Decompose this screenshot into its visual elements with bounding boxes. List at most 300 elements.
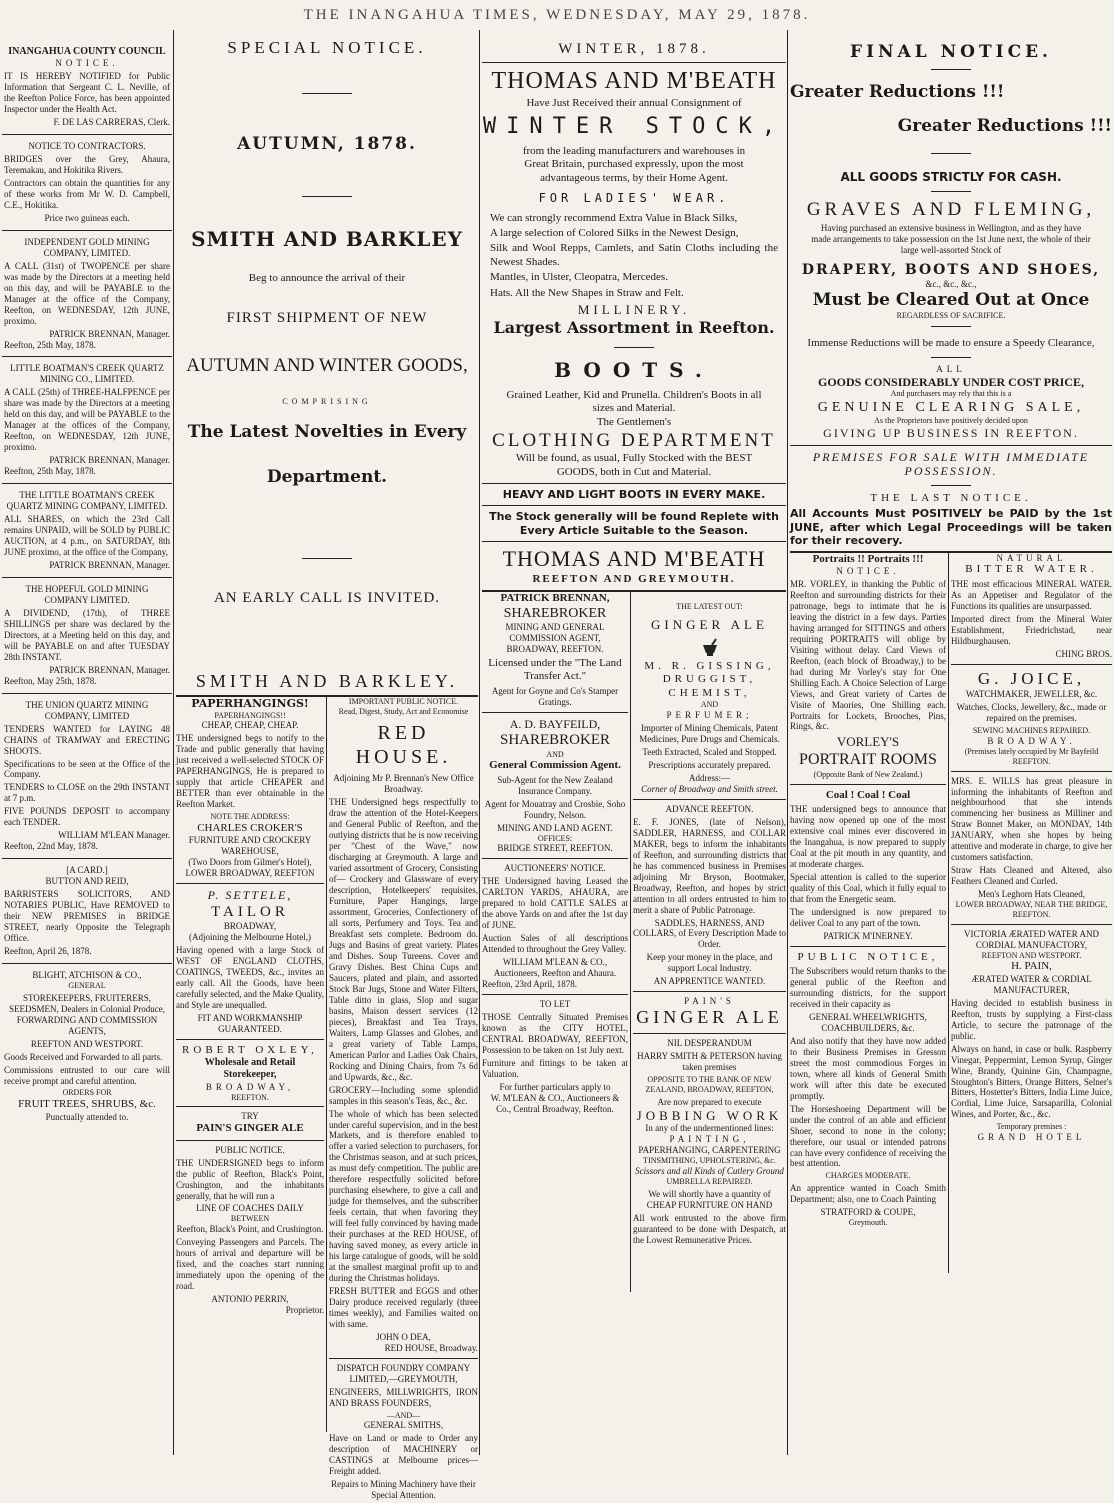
divider xyxy=(176,1106,324,1107)
from: from the leading manufacturers and warehouses in Great Britain, purchased expressly, upon the most advantageous terms, by their Home Agent. xyxy=(522,144,746,184)
hopeful-date: Reefton, May 25th, 1878. xyxy=(4,675,97,686)
settle-body: Having opened with a large Stock of WEST OF ENGLAND CLOTHS, COATINGS, TWEEDS, &c., invites an early call. All the Goods, have been carefully selected, and the Make Quality, and Style are unequalled. xyxy=(176,945,324,1010)
prepared: Are now prepared to execute xyxy=(657,1096,762,1107)
immense: Immense Reductions will be made to ensure a Speedy Clearance, xyxy=(807,337,1095,350)
decided: As the Proprietors have positively decided upon xyxy=(874,416,1028,426)
boatman-title: LITTLE BOATMAN'S CREEK QUARTZ MINING CO., LIMITED. xyxy=(10,363,164,385)
divider xyxy=(951,771,1112,772)
autumn-heading: AUTUMN, 1878. xyxy=(237,133,417,154)
autumn-winter-goods: AUTUMN AND WINTER GOODS, xyxy=(186,354,468,376)
perfumer: PERFUMER; xyxy=(666,710,753,721)
card-body: BARRISTERS SOLICITORS, AND NOTARIES PUBLIC, Have REMOVED to their NEW PREMISES in BRIDGE STREET, nearly Opposite the Telegraph Office. xyxy=(4,889,170,944)
independent-date: Reefton, 25th May, 1878. xyxy=(4,339,96,350)
opposite: OPPOSITE TO THE BANK OF NEW ZEALAND, BROADWAY, REEFTON, xyxy=(645,1075,774,1094)
portrait-rooms: PORTRAIT ROOMS xyxy=(799,751,937,769)
card-date: Reefton, April 26, 1878. xyxy=(4,946,92,957)
divider xyxy=(931,191,971,192)
divider xyxy=(302,558,352,559)
divider xyxy=(633,991,786,992)
union-close: TENDERS to CLOSE on the 29th INSTANT at 7 p.m. xyxy=(4,782,170,804)
settle-name: P. SETTELE, xyxy=(207,888,293,903)
union-spec: Specifications to be seen at the Office of the Company. xyxy=(4,758,170,780)
hopeful-body: A DIVIDEND, (17th), of THREE SHILLINGS per share was declared by the Directors, at a Meeting held on this day, and will be PAYABLE on and after TUESDAY 28th INSTANT. xyxy=(4,607,170,662)
keep: Keep your money in the place, and support Local Industry. xyxy=(646,952,773,974)
hopeful-notice xyxy=(2,582,172,689)
latest-novelties: The Latest Novelties in Every xyxy=(187,422,467,443)
divider xyxy=(2,963,172,964)
replete: The Stock generally will be found Replete with Every Article Suitable to the Season. xyxy=(489,510,779,537)
grained: Grained Leather, Kid and Prunella. Children's Boots in all sizes and Material. xyxy=(506,388,762,415)
divider xyxy=(2,858,172,859)
column-3 xyxy=(482,30,786,1455)
contractors-price: Price two guineas each. xyxy=(44,212,130,223)
coal-special: Special attention is called to the superior quality of this Coal, which it fully equal to that from the Energetic seam. xyxy=(790,871,946,904)
horseshoe: The Horseshoeing Department will be under the control of an able and efficient Shoer, second to none in the colony; therefore, our usual or intended patrons can have every confidence of receiving the best attention. xyxy=(790,1103,946,1169)
contractors-title: NOTICE TO CONTRACTORS. xyxy=(28,141,146,151)
coal-deliver: The undersigned is now prepared to deliver Coal to any part of the town. xyxy=(790,906,946,928)
divider xyxy=(482,712,628,713)
blight-orders: ORDERS FOR xyxy=(62,1088,112,1098)
pub-body2: And also notify that they have now added to their Business Premises in Gresson street the most commodious Forges in town, where all kinds of General Smith work will after this date be executed promptly. xyxy=(790,1035,946,1101)
gissing: M. R. GISSING, xyxy=(644,660,775,673)
column-4 xyxy=(790,30,1112,1455)
repps: Silk and Wool Repps, Camlets, and Satin Cloths including the Newest Shades. xyxy=(490,242,778,268)
between: BETWEEN xyxy=(230,1214,270,1224)
watches: Watches, Clocks, Jewellery, &c., made or repaired on the premises. xyxy=(956,702,1107,724)
joice: G. JOICE, xyxy=(977,668,1086,688)
regardless: REGARDLESS OF SACRIFICE. xyxy=(896,310,1006,320)
imp-read: Read, Digest, Study, Act and Economise xyxy=(338,706,469,716)
greymouth: Greymouth. xyxy=(848,1218,888,1228)
pains-ginger-ale: PAIN'S GINGER ALE xyxy=(196,1122,304,1135)
mcinerney: PATRICK M'INERNEY. xyxy=(823,930,913,941)
route: Reefton, Black's Point, and Crushington. xyxy=(176,1224,324,1235)
stratford: STRATFORD & COUPE, xyxy=(820,1207,916,1218)
blight-general: GENERAL xyxy=(68,980,106,990)
blight-goods: Goods Received and Forwarded to all parts. xyxy=(4,1051,163,1062)
department: Department. xyxy=(266,467,388,488)
blight-body: STOREKEEPERS, FRUITERERS, SEEDSMEN, Dealers in Colonial Produce, FORWARDING AND COMMISSION AGENTS, xyxy=(9,992,165,1036)
last-notice: THE LAST NOTICE. xyxy=(870,491,1032,504)
announce: Beg to announce the arrival of their xyxy=(248,271,406,284)
council-body: IT IS HEREBY NOTIFIED for Public Information that Sergeant C. L. Neville, of the Reefton Police Force, has been appointed Inspector under the Health Act. xyxy=(4,71,170,115)
portraits: Portraits !! Portraits !!! xyxy=(812,552,924,565)
accounts: All Accounts Must POSITIVELY be PAID by the 1st JUNE, after which Legal Proceedings will be taken for their recovery. xyxy=(790,507,1112,548)
bay-and: AND xyxy=(546,749,564,759)
pains: PAIN'S xyxy=(684,996,735,1007)
first-shipment: FIRST SHIPMENT OF NEW xyxy=(226,310,428,327)
divider xyxy=(2,230,172,231)
straw: Straw Hats Cleaned and Altered, also Feathers Cleaned and Curled. xyxy=(951,865,1112,887)
adjoin: Adjoining Mr P. Brennan's New Office Broadway. xyxy=(333,773,474,795)
hopeful-sign: PATRICK BRENNAN, Manager. xyxy=(49,664,170,675)
brennan-addr: BROADWAY, REEFTON. xyxy=(506,643,604,654)
work: All work entrusted to the above firm guaranteed to be done with Despatch, at the Lowest Remunerative Prices. xyxy=(633,1212,786,1245)
column-4-lower xyxy=(790,553,1112,1273)
broadway: BROADWAY. xyxy=(987,736,1076,747)
paperhanging: PAPERHANGING, CARPENTERING xyxy=(638,1145,781,1156)
council-title: INANGAHUA COUNTY COUNCIL xyxy=(8,46,166,57)
scissors: Scissors and all Kinds of Cutlery Ground xyxy=(635,1166,784,1177)
blight-notice xyxy=(2,968,172,1125)
firm-name: SMITH AND BARKLEY xyxy=(191,227,463,252)
divider xyxy=(302,93,352,94)
all: ALL xyxy=(936,363,966,374)
boots: BOOTS. xyxy=(554,358,714,383)
divider xyxy=(482,505,786,506)
blight-punct: Punctually attended to. xyxy=(45,1111,129,1122)
column-rule xyxy=(630,592,631,1292)
pain: H. PAIN, xyxy=(1011,960,1052,973)
apprentice: AN APPRENTICE WANTED. xyxy=(653,976,766,987)
charges: CHARGES MODERATE. xyxy=(825,1171,911,1181)
divider xyxy=(951,924,1112,925)
divider xyxy=(302,196,352,197)
column-3-left xyxy=(482,592,628,1115)
perrin-role: Proprietor. xyxy=(285,1304,324,1315)
teeth: Teeth Extracted, Scaled and Stopped. xyxy=(642,746,777,757)
greater-reductions-1: Greater Reductions !!! xyxy=(790,81,1005,102)
firm-name-2: SMITH AND BARKLEY. xyxy=(195,671,459,692)
and: AND xyxy=(700,700,719,710)
auction-sign: WILLIAM M'LEAN & CO., Auctioneers, Reefton and Ahaura. xyxy=(493,957,617,978)
divider xyxy=(2,356,172,357)
auction-date: Reefton, 23rd April, 1878. xyxy=(482,978,577,989)
coal-body: THE undersigned begs to announce that having now opened up one of the most extensive coal mines ever discovered in the Inangahua, is now prepared to supply Coal at the pit mouth in any quantity, and at moderate charges. xyxy=(790,803,946,869)
corner: Corner of Broadway and Smith street. xyxy=(641,783,778,794)
jobbing: JOBBING WORK xyxy=(636,1107,783,1123)
natural: NATURAL xyxy=(996,552,1067,563)
column-3-right xyxy=(633,592,786,1248)
column-1 xyxy=(2,30,172,1455)
latest-out: THE LATEST OUT: xyxy=(676,601,743,611)
oxley-town: REEFTON. xyxy=(231,1092,269,1102)
masthead: THE INANGAHUA TIMES, WEDNESDAY, MAY 29, 1878. xyxy=(303,7,811,23)
colored: A large selection of Colored Silks in the Newest Design, xyxy=(490,227,739,240)
imported: Imported direct from the Mineral Water Establishment, Friedrichstad, near Hildburghausen. xyxy=(951,613,1112,646)
union-date: Reefton, 22nd May, 1878. xyxy=(4,841,98,852)
smiths: GENERAL SMITHS, xyxy=(363,1420,444,1431)
column-rule xyxy=(948,553,949,1273)
divider xyxy=(176,883,324,884)
column-rule xyxy=(173,30,174,1455)
tolet-body: THOSE Centrally Situated Premises known as the CITY HOTEL, CENTRAL BROADWAY, REEFTON, Possession to be taken on 1st July next. xyxy=(482,1011,628,1055)
boatman2-notice xyxy=(2,488,172,573)
divider xyxy=(790,784,946,785)
bitter-water: BITTER WATER. xyxy=(965,563,1098,576)
saddles: SADDLES, HARNESS, AND COLLARS, of Every Description Made to Order. xyxy=(633,917,786,950)
divider xyxy=(633,799,786,800)
divider xyxy=(482,541,786,542)
firm-name-2: THOMAS AND M'BEATH xyxy=(502,546,766,572)
divider xyxy=(931,485,971,486)
grocery: GROCERY—Including some splendid samples in this season's Teas, &c., &c. xyxy=(329,1084,478,1106)
independent-notice xyxy=(2,235,172,353)
blight-comm: Commissions entrusted to our care will receive prompt and careful attention. xyxy=(4,1064,170,1086)
oxley-store: Storekeeper, xyxy=(223,1069,277,1081)
coal: Coal ! Coal ! Coal xyxy=(825,788,911,801)
engineers: ENGINEERS, MILLWRIGHTS, IRON AND BRASS FOUNDERS, xyxy=(329,1386,478,1408)
branches: In any of the undermentioned lines: xyxy=(645,1123,774,1134)
importer: Importer of Mining Chemicals, Patent Medicines, Pure Drugs and Chemicals. xyxy=(639,723,780,744)
mortar-icon xyxy=(633,639,786,660)
contractors-body: BRIDGES over the Grey, Ahaura, Teremakau, and Hokitika Rivers. xyxy=(4,153,170,175)
comprising: COMPRISING xyxy=(282,396,372,406)
final-notice: FINAL NOTICE. xyxy=(850,42,1052,62)
red-body: THE Undersigned begs respectfully to draw the attention of the Hotel-Keepers and General Public of Reefton, and the outlying districts that he is now receiving per "Chest of the Wave," now discharging at Greymouth. A large and varied assortment of Grocery, Consisting of— Crockery and Glassware of every description, Hotelkeepers' requisites, Furniture, Paper Hangings, large assortment, Groceries, Confectionery of all sorts, Perfumery and Toys. Tea and Breakfast sets complete. Bedroom do. Jugs and Basins of great variety. Plates and Dishes. Soup Tureens. Cover and Gravy Dishes. Best China Cups and Saucers, plated and plain, and assorted Stock Bar Jugs, Stone and Water Filters, Table ditto in glass, Slop and sugar basins, Maison dessert services (12 pieces), Breakfast and Tea Trays, Waiters, Lamp Glasses and Globes, and a great variety of Table Lamps, American Parlor and Ladies Oak Chairs, Rocking and Dining Chairs, from 7s 6d and Upwards, &c., &c. xyxy=(329,797,478,1082)
brennan-name: PATRICK BRENNAN, xyxy=(500,591,610,604)
try: TRY xyxy=(241,1111,259,1122)
opp: (Opposite Bank of New Zealand.) xyxy=(813,769,923,779)
advance: ADVANCE REEFTON. xyxy=(665,803,754,814)
column-rule xyxy=(326,697,327,1432)
recommend: We can strongly recommend Extra Value in Black Silks, xyxy=(490,211,738,224)
divider xyxy=(951,664,1112,665)
ching: CHING BROS. xyxy=(1055,648,1112,659)
paper-sub: PAPERHANGINGS!! xyxy=(214,710,286,720)
settle-loc: BROADWAY, xyxy=(223,921,277,932)
divider xyxy=(790,946,946,947)
watchmaker: WATCHMAKER, JEWELLER, &c. xyxy=(965,689,1098,700)
boatman-body: A CALL (25th) of THREE-HALFPENCE per share was made by the Directors at a meeting held on this day, and will be PAYABLE to the Manager at the offices of the Company, Reefton, on WEDNESDAY, 12th JUNE, proximo. xyxy=(4,387,170,453)
council-notice xyxy=(2,30,172,130)
oxley-trade: Wholesale and Retail xyxy=(204,1057,296,1069)
bay-role: SHAREBROKER xyxy=(499,732,611,749)
boatman2-body: ALL SHARES, on which the 23rd Call remains UNPAID, will be SOLD by PUBLIC AUCTION, at 4 p.m., on SATURDAY, 8th JUNE proximo, at the office of the Company, xyxy=(4,514,170,557)
divider xyxy=(2,693,172,694)
paper-ware: FURNITURE AND CROCKERY WAREHOUSE, xyxy=(188,835,312,857)
oxley-name: ROBERT OXLEY, xyxy=(182,1043,318,1056)
union-body: TENDERS WANTED for LAYING 48 CHAINS of TRAMWAY and ERECTING SHOOTS. xyxy=(4,723,170,756)
divider xyxy=(482,62,786,63)
vorley-body: MR. VORLEY, in thanking the Public of Reefton and surrounding districts for their patronage, begs to intimate that he is leaving the district in a few days. Parties having arranged for SITTINGS and others requiring PORTRAITS will oblige by Visiting without delay. Card Views of Reefton, (each block of Broadway,) to be had during Mr Vorley's stay for One Shilling Each. A Choice Selection of Large Views, and Great variety of Cartes de Visite of Maories, One Shilling each. Portraits for Lockets, Brooches, Pins, Rings, &c. xyxy=(790,578,946,732)
union-notice xyxy=(2,698,172,855)
desperandum: NIL DESPERANDUM xyxy=(667,1038,752,1049)
divider xyxy=(633,1033,786,1034)
union-deposit: FIVE POUNDS DEPOSIT to accompany each TENDER. xyxy=(4,806,170,828)
union-sign: WILLIAM M'LEAN Manager. xyxy=(58,830,170,841)
red-body2: The whole of which has been selected under careful supervision, and in the best Markets, and is therefore enabled to offer a varied selection to purchasers, for the Christmas season, and at such prices, as must defy competition. The public are therefore respectfully solicited before purchasing elsewhere, to give a call and judge for themselves, and the subscriber feels certain, that when favoring they will feel fully convinced by having made their purchases at the RED HOUSE, of having saved money, as every article in his large catalogue of goods, will be sold at the smallest marginal profit up to and during the Christmas holidays. xyxy=(329,1108,478,1284)
brennan-mining: MINING AND GENERAL COMMISSION AGENT, xyxy=(505,621,605,643)
millinery: MILLINERY. xyxy=(577,302,691,318)
council-notice-label: NOTICE. xyxy=(55,58,119,69)
apprentice: An apprentice wanted in Coach Smith Department; also, one to Coach Painting xyxy=(790,1183,946,1205)
divider xyxy=(176,1039,324,1040)
purchasers: And purchasers may rely that this is a xyxy=(890,389,1012,399)
hopeful-title: THE HOPEFUL GOLD MINING COMPANY LIMITED. xyxy=(25,583,149,605)
column-rule xyxy=(479,30,480,1455)
premises: PREMISES FOR SALE WITH IMMEDIATE POSSESSION. xyxy=(812,449,1090,479)
boatman2-title: THE LITTLE BOATMAN'S CREEK QUARTZ MINING COMPANY, LIMITED. xyxy=(6,490,168,512)
etc: &c., &c., &c., xyxy=(925,278,977,289)
bay-mining: MINING AND LAND AGENT. xyxy=(497,822,613,833)
brennan-role: SHAREBROKER xyxy=(503,605,607,621)
paper-title: PAPERHANGINGS! xyxy=(191,697,309,711)
agent-goyne: Agent for Goyne and Co's Stamper Gratings. xyxy=(491,685,619,707)
bay-sub: Sub-Agent for the New Zealand Insurance Company. xyxy=(497,774,613,796)
goods-under: GOODS CONSIDERABLY UNDER COST PRICE, xyxy=(818,374,1084,389)
ladies-wear: FOR LADIES' WEAR. xyxy=(538,191,730,206)
reef-west: REEFTON AND WESTPORT. xyxy=(981,950,1082,960)
public-body: THE UNDERSIGNED begs to inform the public of Reefton, Black's Point, Crushington, and the inhabitants generally, that he will run a xyxy=(176,1157,324,1201)
clothing: CLOTHING DEPARTMENT xyxy=(492,430,776,452)
oxley-loc: BROADWAY, xyxy=(205,1081,295,1092)
tolet-apply: For further particulars apply to xyxy=(499,1081,611,1092)
address: Address:— xyxy=(689,772,730,783)
giving: GIVING UP BUSINESS IN REEFTON. xyxy=(823,426,1079,441)
vorleys: VORLEY'S xyxy=(836,734,900,750)
jones: E. F. JONES, (late of Nelson), SADDLER, HARNESS, and COLLAR MAKER, begs to inform the inhabitants of Reefton, and surrounding districts that he has commenced business in Premises adjoining Mr Bryson, Bootmaker, Broadway, Reefton, and hopes by strict attention to all orders entrusted to him to merit a share of Public Patronage. xyxy=(633,816,786,915)
repairs: Repairs to Mining Machinery have their Special Attention. xyxy=(331,1479,476,1501)
contractors-body2: Contractors can obtain the quantities for any of these works from Mr W. D. Campbell, C.E., Hokitika. xyxy=(4,177,170,210)
divider xyxy=(790,445,1112,446)
winter-stock: WINTER STOCK, xyxy=(482,113,786,139)
cash-only: ALL GOODS STRICTLY FOR CASH. xyxy=(840,170,1062,185)
column-2-lower xyxy=(176,697,478,1501)
licensed: Licensed under the "The Land Transfer Act." xyxy=(488,656,622,683)
gentlemen: The Gentlemen's xyxy=(596,415,672,428)
auction-body: THE Undersigned having Leased the CARLTON YARDS, AHAURA, are prepared to hold CATTLE SALES at the above Yards on and after the 1st day of JUNE. xyxy=(482,876,628,931)
perrin: ANTONIO PERRIN, xyxy=(211,1294,289,1304)
early-call: AN EARLY CALL IS INVITED. xyxy=(213,589,441,606)
council-sign: F. DE LAS CARRERAS, Clerk. xyxy=(53,117,170,128)
blight-fruit: FRUIT TREES, SHRUBS, &c. xyxy=(18,1098,156,1111)
notice: NOTICE. xyxy=(836,565,900,576)
divider xyxy=(931,69,971,70)
bay-addr: BRIDGE STREET, REEFTON. xyxy=(497,843,613,854)
leghorn: Men's Leghorn Hats Cleaned, xyxy=(977,889,1086,900)
shortly: We will shortly have a quantity of CHEAP FURNITURE ON HAND xyxy=(646,1188,773,1210)
blight-place: REEFTON AND WESTPORT. xyxy=(30,1038,144,1049)
sewing: SEWING MACHINES REPAIRED. xyxy=(972,726,1091,736)
paper-name: CHARLES CROKER'S xyxy=(197,821,303,834)
column-4-right xyxy=(951,553,1112,1144)
firm-name: THOMAS AND M'BEATH xyxy=(491,68,777,95)
odea-addr: RED HOUSE, Broadway. xyxy=(384,1342,478,1353)
genuine: GENUINE CLEARING SALE, xyxy=(817,400,1085,416)
largest: Largest Assortment in Reefton. xyxy=(493,317,775,337)
contractors-notice xyxy=(2,139,172,226)
card-names: BUTTON AND REID, xyxy=(45,876,129,887)
red-house: RED HOUSE. xyxy=(355,721,452,769)
settle-adj: (Adjoining the Melbourne Hotel,) xyxy=(189,932,311,943)
winter-title: WINTER, 1878. xyxy=(558,41,710,57)
divider xyxy=(2,483,172,484)
coaches: LINE OF COACHES DAILY xyxy=(196,1203,304,1214)
ginger-ale: GINGER ALE xyxy=(651,617,768,633)
conveying: Conveying Passengers and Parcels. The hours of arrival and departure will be fixed, and the coaches start running immediately upon the opening of the road. xyxy=(176,1237,324,1292)
column-2-left xyxy=(176,697,324,1316)
paper-addr: (Two Doors from Gilmer's Hotel), LOWER BROADWAY, REEFTON xyxy=(185,857,315,879)
tinsmith: TINSMITHING, UPHOLSTERING, &c. xyxy=(643,1156,776,1166)
harry: HARRY SMITH & PETERSON having taken premises xyxy=(637,1051,782,1073)
settle-trade: TAILOR xyxy=(211,903,289,920)
card-title: [A CARD.] xyxy=(66,865,108,876)
paper-cheap: CHEAP, CHEAP, CHEAP. xyxy=(201,720,299,731)
having: Having decided to establish business in Reefton, trusts by supplying a First-class Article, to secure the patronage of the public. xyxy=(951,997,1112,1041)
bitter-body: THE most efficacious MINERAL WATER. As an Appetiser and Regulator of the Functions its qualities are unsurpassed. xyxy=(951,578,1112,611)
column-rule xyxy=(787,30,788,1455)
divider xyxy=(176,1140,324,1141)
purchased: Having purchased an extensive business in Wellington, and as they have made arrangements to take possession on the 1st June next, the whole of their large well-assorted Stock of xyxy=(811,223,1091,255)
column-3-lower xyxy=(482,592,786,1292)
column-4-left xyxy=(790,553,946,1228)
bay-comm: General Commission Agent. xyxy=(489,759,621,772)
divider xyxy=(482,483,786,484)
tolet-sign: W. M'LEAN & CO., Auctioneers & Co., Central Broadway, Reefton. xyxy=(490,1092,620,1114)
ginger-ale-2: GINGER ALE xyxy=(636,1007,783,1028)
column-2-right xyxy=(329,697,478,1503)
grand: GRAND HOTEL xyxy=(977,1132,1086,1143)
divider xyxy=(2,577,172,578)
aerated: ÆRATED WATER & CORDIAL MANUFACTURER, xyxy=(971,973,1092,995)
drapery: DRAPERY, BOOTS AND SHOES, xyxy=(801,261,1101,278)
pub-body: The Subscribers would return thanks to the general public of the Reefton and surrounding districts, for the support received in their capacity as xyxy=(790,966,946,1009)
auction-desc: Auction Sales of all descriptions Attended to throughout the Grey Valley. xyxy=(482,933,628,955)
greater-reductions-2: Greater Reductions !!! xyxy=(897,116,1112,137)
painting: PAINTING, xyxy=(669,1134,750,1145)
auction-title: AUCTIONEERS' NOTICE. xyxy=(504,863,606,874)
divider xyxy=(482,994,628,995)
druggist: DRUGGIST, CHEMIST, xyxy=(662,673,757,699)
special-notice-title: SPECIAL NOTICE. xyxy=(227,38,427,57)
received: Have Just Received their annual Consignment of xyxy=(526,96,742,109)
divider xyxy=(2,134,172,135)
ladies-list xyxy=(482,212,786,300)
to-let: TO LET xyxy=(539,998,571,1009)
divider xyxy=(931,326,971,327)
independent-sign: PATRICK BRENNAN, Manager. xyxy=(49,328,170,339)
public-notice: PUBLIC NOTICE. xyxy=(215,1144,285,1155)
graves-fleming: GRAVES AND FLEMING, xyxy=(806,198,1096,220)
bayfeild: A. D. BAYFEILD, xyxy=(509,716,601,731)
cleared: Must be Cleared Out at Once xyxy=(812,289,1090,310)
hats: Hats. All the New Shapes in Straw and Felt. xyxy=(490,286,684,299)
blight-title: BLIGHT, ATCHISON & CO., xyxy=(32,970,142,980)
paper-note: NOTE THE ADDRESS: xyxy=(210,812,290,822)
pub-notice: PUBLIC NOTICE, xyxy=(797,950,939,963)
independent-title: INDEPENDENT GOLD MINING COMPANY, LIMITED. xyxy=(24,236,150,258)
heavy: HEAVY AND LIGHT BOOTS IN EVERY MAKE. xyxy=(502,488,766,502)
dispatch-body: Have on Land or made to Order any description of MACHINERY or CASTINGS at Melbourne prices—Freight added. xyxy=(329,1433,478,1477)
umbrella: UMBRELLA REPAIRED. xyxy=(666,1177,753,1187)
always: Always on hand, in case or bulk. Raspberry Vinegar, Peppermint, Lemon Syrup, Ginger Wine, Brandy, Quinine Gin, Champagne, Stoughton's Bitters, Orange Bitters, Selner's Bitters, Hostetter's Bitters, India Lime Juice, Cordial, Lime Juice, Sarsaparilla, Colonial Wines, and Porter, &c., &c. xyxy=(951,1043,1112,1120)
tolet-furn: Furniture and fittings to be taken at Valuation. xyxy=(482,1057,628,1079)
column-2 xyxy=(176,30,478,1501)
bay-offices: OFFICES: xyxy=(537,833,573,843)
boatman-notice xyxy=(2,361,172,479)
independent-body: A CALL (31st) of TWOPENCE per share was made by the Directors at a meeting held on this day, and will be PAYABLE to the Manager at the office of the Company, Reefton, on WEDNESDAY, 12th JUNE, proximo. xyxy=(4,260,170,326)
divider xyxy=(329,1358,478,1359)
wheelwrights: GENERAL WHEELWRIGHTS, COACHBUILDERS, &c. xyxy=(809,1011,927,1033)
union-title: THE UNION QUARTZ MINING COMPANY, LIMITED xyxy=(25,699,149,721)
prescr: Prescriptions accurately prepared. xyxy=(648,759,771,770)
fresh: FRESH BUTTER and EGGS and other Dairy produce received regularly (three times weekly), and Families waited on with same. xyxy=(329,1286,478,1329)
paper-body: THE undersigned begs to notify to the Trade and public generally that having just received a well-selected STOCK OF PAPERHANGINGS, He is prepared to supply that article CHEAPER and BETTER than ever obtainable in the Reefton Market. xyxy=(176,733,324,810)
wills: MRS. E. WILLS has great pleasure in informing the inhabitants of Reefton and neighbourhood that she intends commencing her business as Milliner and Straw Bonnet Maker, on MONDAY, 14th JANUARY, when she hopes by being attentive and moderate in charge, to give her customers satisfaction. xyxy=(951,775,1112,863)
settle-fit: FIT AND WORKMANSHIP GUARANTEED. xyxy=(197,1012,303,1034)
boatman2-sign: PATRICK BRENNAN, Manager. xyxy=(49,559,170,570)
mantles: Mantles, in Ulster, Cleopatra, Mercedes. xyxy=(490,271,668,284)
card-notice xyxy=(2,863,172,959)
and: —AND— xyxy=(386,1410,421,1420)
places: REEFTON AND GREYMOUTH. xyxy=(532,573,736,586)
lower: LOWER BROADWAY, NEAR THE BRIDGE, REEFTON. xyxy=(955,900,1108,919)
divider xyxy=(614,347,654,348)
boatman-date: Reefton, 25th May, 1878. xyxy=(4,466,96,477)
found: Will be found, as usual, Fully Stocked with the BEST GOODS, both in Cut and Material. xyxy=(515,452,753,478)
prem: (Premises lately occupied by Mr Bayfeild REEFTON. xyxy=(964,747,1099,766)
